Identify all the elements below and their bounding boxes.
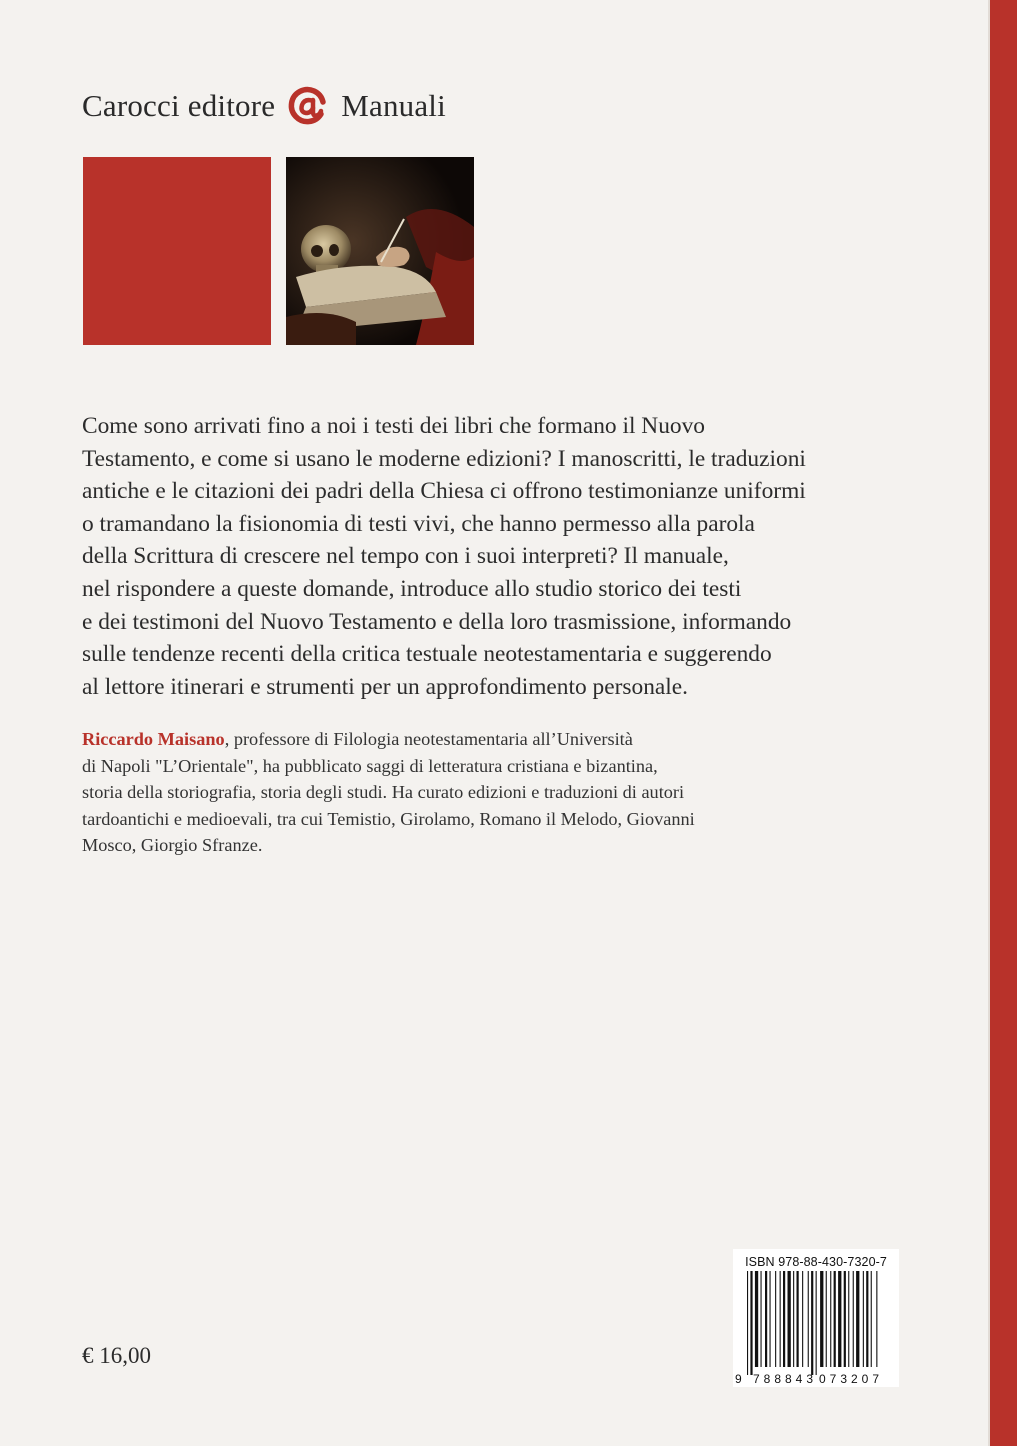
- description-line: della Scrittura di crescere nel tempo con i suoi interpreti? Il manuale,: [82, 543, 729, 570]
- barcode-bar: [834, 1271, 836, 1367]
- cover-painting-image: [286, 157, 474, 345]
- description-line: sulle tendenze recenti della critica testuale neotestamentaria e suggerendo: [82, 641, 772, 668]
- barcode-bar: [780, 1271, 781, 1367]
- barcode-bar: [755, 1271, 758, 1367]
- description-line: Testamento, e come si usano le moderne edizioni? I manoscritti, le traduzioni: [82, 445, 806, 472]
- red-color-block: [83, 157, 271, 345]
- description-text: [82, 410, 922, 703]
- barcode-label: [733, 1249, 899, 1387]
- barcode-bar: [866, 1271, 868, 1367]
- at-sign-icon: [287, 84, 331, 128]
- publisher-name: Carocci editore: [82, 88, 276, 123]
- barcode-bar: [826, 1271, 827, 1367]
- barcode-bar: [811, 1271, 813, 1375]
- author-bio-line: tardoantichi e medioevali, tra cui Temistio, Girolamo, Romano il Melodo, Giovanni: [82, 808, 695, 829]
- barcode-bar: [802, 1271, 803, 1367]
- barcode-bar: [761, 1271, 762, 1367]
- price: € 16,00: [82, 1343, 151, 1368]
- barcode-bar: [853, 1271, 854, 1367]
- barcode-bar: [788, 1271, 791, 1367]
- red-spine-stripe: [990, 0, 1017, 1446]
- barcode-bar: [863, 1271, 864, 1367]
- barcode-bar: [830, 1271, 831, 1367]
- barcode-bar: [783, 1271, 785, 1367]
- series-name: Manuali: [341, 88, 446, 123]
- barcode-bar: [797, 1271, 799, 1367]
- author-bio-first-line: , professore di Filologia neotestamentaria all’Università: [224, 729, 633, 749]
- barcode-bar: [848, 1271, 849, 1367]
- barcode-bar: [750, 1271, 752, 1375]
- description-line: o tramandano la fisionomia di testi vivi, che hanno permesso alla parola: [82, 510, 755, 537]
- barcode-bar: [765, 1271, 767, 1367]
- author-name: Riccardo Maisano: [82, 729, 225, 749]
- barcode-bar: [775, 1271, 776, 1367]
- author-bio-line: Mosco, Giorgio Sfranze.: [82, 835, 263, 856]
- publisher-header: [82, 84, 446, 128]
- description-line: e dei testimoni del Nuovo Testamento e della loro trasmissione, informando: [82, 608, 792, 635]
- barcode-bar: [770, 1271, 771, 1367]
- description-line: Come sono arrivati fino a noi i testi dei libri che formano il Nuovo: [82, 413, 705, 439]
- barcode-bar: [793, 1271, 794, 1367]
- barcode-bar: [871, 1271, 872, 1367]
- description-line: nel rispondere a queste domande, introduce allo studio storico dei testi: [82, 575, 742, 602]
- author-bio-line: di Napoli "L’Orientale", ha pubblicato saggi di letteratura cristiana e bizantina,: [82, 755, 658, 776]
- author-bio: [82, 726, 922, 859]
- barcode-first-digit: 9: [735, 1372, 742, 1386]
- description-line: al lettore itinerari e strumenti per un approfondimento personale.: [82, 673, 688, 700]
- barcode-bar: [838, 1271, 841, 1367]
- barcode-bar: [856, 1271, 859, 1367]
- barcode-bar: [820, 1271, 823, 1367]
- barcode-bar: [747, 1271, 748, 1375]
- barcode-right-digits: 073207: [819, 1372, 879, 1386]
- barcode-bar: [876, 1271, 877, 1367]
- author-bio-line: storia della storiografia, storia degli studi. Ha curato edizioni e traduzioni di autori: [82, 782, 685, 803]
- barcode-icon: [733, 1271, 899, 1387]
- barcode-bar: [816, 1271, 817, 1375]
- barcode-bar: [844, 1271, 846, 1367]
- barcode-bar: [808, 1271, 809, 1367]
- author-bio-line: [82, 726, 922, 753]
- description-line: antiche e le citazioni dei padri della Chiesa ci offrono testimonianze uniformi: [82, 478, 806, 505]
- isbn-number: ISBN 978-88-430-7320-7: [745, 1255, 887, 1269]
- barcode-left-digits: 788843: [753, 1372, 813, 1386]
